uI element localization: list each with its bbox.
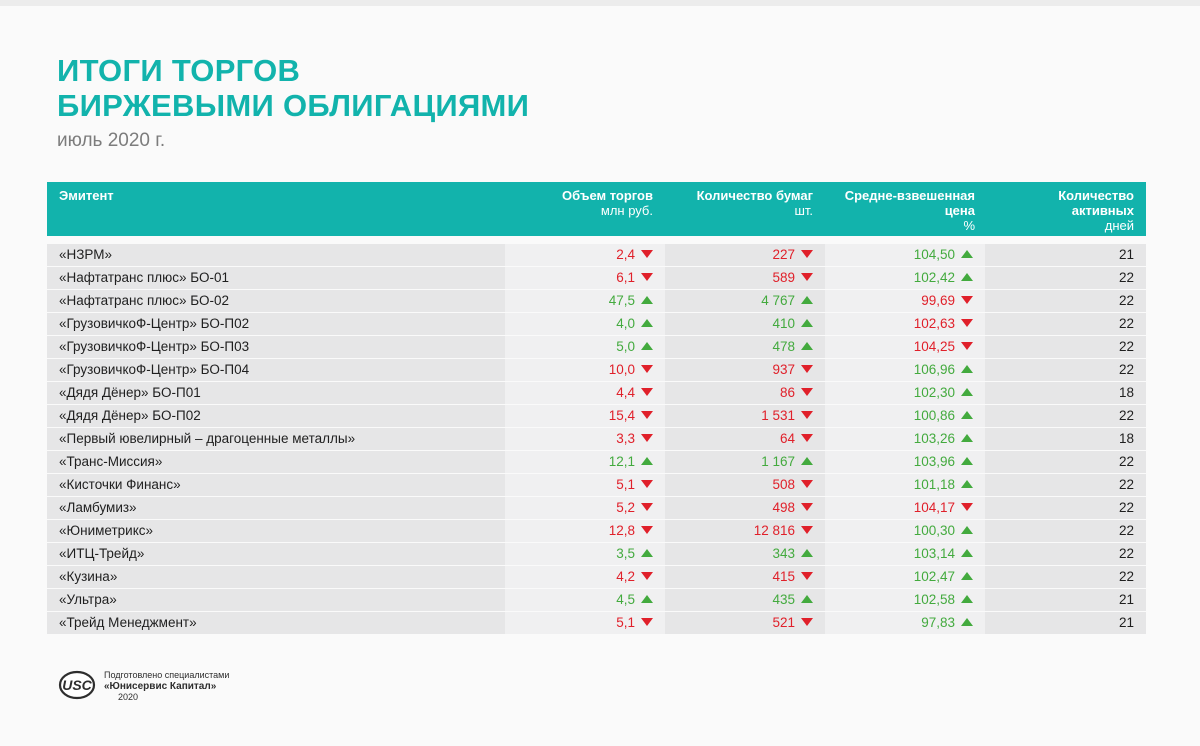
cell-price — [825, 612, 985, 635]
cell-price — [825, 543, 985, 566]
cell-volume — [505, 290, 665, 313]
table-row — [47, 474, 1146, 497]
table-row — [47, 612, 1146, 635]
cell-quantity — [665, 267, 825, 290]
cell-price-value: 106,96 — [913, 362, 955, 377]
cell-quantity-value: 937 — [772, 362, 795, 377]
cell-price — [825, 566, 985, 589]
cell-volume-value: 4,5 — [616, 592, 635, 607]
cell-active-days: 22 — [985, 313, 1146, 336]
triangle-down-icon — [801, 273, 813, 281]
cell-quantity — [665, 428, 825, 451]
bond-trading-table-wrapper — [47, 182, 1146, 635]
triangle-down-icon — [801, 526, 813, 534]
footer-prepared-by: Подготовлено специалистами — [104, 670, 230, 680]
triangle-down-icon — [641, 618, 653, 626]
triangle-up-icon — [961, 572, 973, 580]
cell-price — [825, 290, 985, 313]
triangle-down-icon — [801, 388, 813, 396]
table-row — [47, 451, 1146, 474]
triangle-down-icon — [961, 503, 973, 511]
table-row — [47, 313, 1146, 336]
cell-quantity — [665, 359, 825, 382]
cell-volume-value: 5,1 — [616, 477, 635, 492]
cell-volume-value: 4,4 — [616, 385, 635, 400]
cell-quantity-value: 1 167 — [761, 454, 795, 469]
cell-price — [825, 244, 985, 267]
cell-active-days: 18 — [985, 382, 1146, 405]
cell-volume — [505, 244, 665, 267]
triangle-up-icon — [801, 296, 813, 304]
table-row — [47, 543, 1146, 566]
cell-volume — [505, 405, 665, 428]
cell-issuer: «Нафтатранс плюс» БО-02 — [47, 290, 505, 313]
cell-active-days: 21 — [985, 589, 1146, 612]
table-row — [47, 589, 1146, 612]
cell-price-value: 103,96 — [913, 454, 955, 469]
cell-price — [825, 451, 985, 474]
cell-issuer: «Дядя Дёнер» БО-П01 — [47, 382, 505, 405]
triangle-down-icon — [961, 319, 973, 327]
triangle-down-icon — [961, 342, 973, 350]
triangle-down-icon — [801, 618, 813, 626]
cell-quantity — [665, 566, 825, 589]
report-period: июль 2020 г. — [57, 130, 166, 151]
cell-quantity — [665, 589, 825, 612]
triangle-up-icon — [961, 595, 973, 603]
triangle-down-icon — [641, 480, 653, 488]
triangle-down-icon — [641, 526, 653, 534]
cell-quantity — [665, 543, 825, 566]
cell-volume — [505, 382, 665, 405]
triangle-down-icon — [801, 411, 813, 419]
cell-volume-value: 4,0 — [616, 316, 635, 331]
cell-quantity-value: 227 — [772, 247, 795, 262]
cell-issuer: «ГрузовичкоФ-Центр» БО-П04 — [47, 359, 505, 382]
cell-active-days: 22 — [985, 267, 1146, 290]
cell-quantity — [665, 336, 825, 359]
cell-issuer: «Юниметрикс» — [47, 520, 505, 543]
cell-volume — [505, 566, 665, 589]
table-row — [47, 382, 1146, 405]
table-body — [47, 244, 1146, 635]
triangle-down-icon — [641, 572, 653, 580]
cell-active-days: 22 — [985, 359, 1146, 382]
triangle-up-icon — [961, 273, 973, 281]
cell-issuer: «Кузина» — [47, 566, 505, 589]
triangle-up-icon — [961, 388, 973, 396]
cell-active-days: 18 — [985, 428, 1146, 451]
triangle-down-icon — [641, 250, 653, 258]
cell-issuer: «ИТЦ-Трейд» — [47, 543, 505, 566]
cell-active-days: 22 — [985, 451, 1146, 474]
triangle-up-icon — [801, 319, 813, 327]
cell-quantity-value: 435 — [772, 592, 795, 607]
cell-volume — [505, 267, 665, 290]
cell-quantity-value: 589 — [772, 270, 795, 285]
triangle-up-icon — [961, 457, 973, 465]
cell-issuer: «Дядя Дёнер» БО-П02 — [47, 405, 505, 428]
triangle-down-icon — [801, 480, 813, 488]
cell-volume-value: 5,1 — [616, 615, 635, 630]
cell-quantity-value: 1 531 — [761, 408, 795, 423]
triangle-down-icon — [641, 388, 653, 396]
table-row — [47, 405, 1146, 428]
triangle-down-icon — [641, 503, 653, 511]
cell-volume — [505, 543, 665, 566]
cell-quantity-value: 4 767 — [761, 293, 795, 308]
cell-price — [825, 313, 985, 336]
cell-quantity — [665, 244, 825, 267]
cell-price-value: 100,30 — [913, 523, 955, 538]
cell-active-days: 21 — [985, 612, 1146, 635]
cell-quantity-value: 508 — [772, 477, 795, 492]
cell-volume-value: 5,0 — [616, 339, 635, 354]
cell-price — [825, 359, 985, 382]
triangle-up-icon — [961, 365, 973, 373]
triangle-down-icon — [801, 503, 813, 511]
cell-price-value: 102,58 — [913, 592, 955, 607]
cell-active-days: 22 — [985, 405, 1146, 428]
cell-volume-value: 4,2 — [616, 569, 635, 584]
header-active-days-unit: дней — [1104, 218, 1134, 233]
header-price — [825, 182, 985, 236]
triangle-down-icon — [641, 365, 653, 373]
header-volume-title: Объем торгов — [562, 188, 653, 203]
table-row — [47, 566, 1146, 589]
cell-price — [825, 382, 985, 405]
page-title-line-2: БИРЖЕВЫМИ ОБЛИГАЦИЯМИ — [57, 88, 530, 123]
table-row — [47, 359, 1146, 382]
cell-quantity-value: 86 — [779, 385, 795, 400]
triangle-up-icon — [801, 342, 813, 350]
cell-price-value: 102,42 — [913, 270, 955, 285]
cell-price — [825, 405, 985, 428]
bond-trading-table — [47, 182, 1146, 635]
cell-quantity — [665, 290, 825, 313]
cell-quantity — [665, 405, 825, 428]
cell-issuer: «Трейд Менеджмент» — [47, 612, 505, 635]
table-row — [47, 520, 1146, 543]
cell-volume-value: 3,3 — [616, 431, 635, 446]
cell-price-value: 100,86 — [913, 408, 955, 423]
cell-quantity-value: 12 816 — [753, 523, 795, 538]
cell-quantity-value: 410 — [772, 316, 795, 331]
cell-price — [825, 336, 985, 359]
cell-quantity-value: 64 — [779, 431, 795, 446]
triangle-up-icon — [801, 549, 813, 557]
cell-price — [825, 474, 985, 497]
cell-volume — [505, 359, 665, 382]
cell-volume-value: 5,2 — [616, 500, 635, 515]
cell-price-value: 104,50 — [913, 247, 955, 262]
cell-volume-value: 15,4 — [608, 408, 635, 423]
table-header-row — [47, 182, 1146, 236]
cell-issuer: «ГрузовичкоФ-Центр» БО-П03 — [47, 336, 505, 359]
cell-active-days: 22 — [985, 497, 1146, 520]
table-row — [47, 336, 1146, 359]
cell-volume — [505, 520, 665, 543]
triangle-down-icon — [801, 250, 813, 258]
header-quantity-title: Количество бумаг — [696, 188, 813, 203]
triangle-up-icon — [641, 595, 653, 603]
cell-price-value: 102,30 — [913, 385, 955, 400]
cell-quantity — [665, 382, 825, 405]
cell-quantity — [665, 451, 825, 474]
triangle-up-icon — [961, 618, 973, 626]
cell-quantity-value: 343 — [772, 546, 795, 561]
header-issuer — [47, 182, 505, 236]
header-spacer — [47, 236, 1146, 244]
header-active-days-title: Количество активных — [1058, 188, 1134, 218]
table-row — [47, 290, 1146, 313]
triangle-up-icon — [641, 549, 653, 557]
table-row — [47, 244, 1146, 267]
cell-volume-value: 12,1 — [608, 454, 635, 469]
table-row — [47, 267, 1146, 290]
cell-volume — [505, 497, 665, 520]
cell-quantity — [665, 520, 825, 543]
header-volume-unit: млн руб. — [600, 203, 653, 218]
cell-price-value: 97,83 — [921, 615, 955, 630]
cell-volume-value: 2,4 — [616, 247, 635, 262]
cell-price-value: 104,25 — [913, 339, 955, 354]
cell-volume — [505, 474, 665, 497]
cell-issuer: «ГрузовичкоФ-Центр» БО-П02 — [47, 313, 505, 336]
table-row — [47, 428, 1146, 451]
cell-active-days: 22 — [985, 474, 1146, 497]
cell-volume-value: 12,8 — [608, 523, 635, 538]
cell-quantity-value: 498 — [772, 500, 795, 515]
triangle-up-icon — [641, 296, 653, 304]
triangle-down-icon — [641, 434, 653, 442]
triangle-down-icon — [801, 365, 813, 373]
footer-year: 2020 — [118, 692, 139, 702]
cell-price — [825, 428, 985, 451]
header-quantity — [665, 182, 825, 236]
cell-price-value: 104,17 — [913, 500, 955, 515]
cell-volume — [505, 589, 665, 612]
triangle-up-icon — [801, 595, 813, 603]
cell-price-value: 102,63 — [913, 316, 955, 331]
header-active-days — [985, 182, 1146, 236]
header-price-unit: % — [963, 218, 975, 233]
cell-volume — [505, 313, 665, 336]
cell-volume — [505, 428, 665, 451]
cell-volume-value: 10,0 — [608, 362, 635, 377]
triangle-up-icon — [961, 411, 973, 419]
cell-volume — [505, 612, 665, 635]
cell-price — [825, 497, 985, 520]
triangle-up-icon — [641, 319, 653, 327]
cell-issuer: «Нафтатранс плюс» БО-01 — [47, 267, 505, 290]
triangle-down-icon — [801, 572, 813, 580]
cell-price-value: 103,14 — [913, 546, 955, 561]
cell-quantity — [665, 313, 825, 336]
cell-price-value: 99,69 — [921, 293, 955, 308]
triangle-down-icon — [961, 296, 973, 304]
cell-volume-value: 3,5 — [616, 546, 635, 561]
cell-price-value: 102,47 — [913, 569, 955, 584]
cell-issuer: «Транс-Миссия» — [47, 451, 505, 474]
triangle-up-icon — [641, 342, 653, 350]
cell-volume-value: 6,1 — [616, 270, 635, 285]
cell-issuer: «Ламбумиз» — [47, 497, 505, 520]
cell-volume — [505, 451, 665, 474]
page-title-line-1: ИТОГИ ТОРГОВ — [57, 53, 301, 88]
usc-logo — [58, 670, 96, 700]
triangle-up-icon — [801, 457, 813, 465]
cell-quantity — [665, 474, 825, 497]
cell-active-days: 22 — [985, 290, 1146, 313]
cell-issuer: «Кисточки Финанс» — [47, 474, 505, 497]
cell-price — [825, 267, 985, 290]
cell-volume — [505, 336, 665, 359]
cell-price — [825, 589, 985, 612]
cell-price-value: 103,26 — [913, 431, 955, 446]
cell-quantity — [665, 612, 825, 635]
cell-price — [825, 520, 985, 543]
cell-active-days: 22 — [985, 520, 1146, 543]
cell-price-value: 101,18 — [913, 477, 955, 492]
triangle-up-icon — [961, 250, 973, 258]
triangle-up-icon — [961, 549, 973, 557]
triangle-up-icon — [961, 434, 973, 442]
header-issuer-title: Эмитент — [59, 188, 114, 203]
triangle-down-icon — [801, 434, 813, 442]
cell-issuer: «НЗРМ» — [47, 244, 505, 267]
cell-active-days: 22 — [985, 336, 1146, 359]
footer-credits — [104, 670, 324, 703]
page-title — [57, 53, 529, 123]
cell-quantity-value: 478 — [772, 339, 795, 354]
header-quantity-unit: шт. — [794, 203, 813, 218]
cell-quantity — [665, 497, 825, 520]
header-volume — [505, 182, 665, 236]
cell-active-days: 22 — [985, 566, 1146, 589]
header-price-title: Средне-взвешенная цена — [844, 188, 975, 218]
cell-issuer: «Ультра» — [47, 589, 505, 612]
cell-active-days: 21 — [985, 244, 1146, 267]
triangle-up-icon — [961, 480, 973, 488]
triangle-up-icon — [961, 526, 973, 534]
table-row — [47, 497, 1146, 520]
footer-company: «Юнисервис Капитал» — [104, 681, 217, 692]
cell-quantity-value: 415 — [772, 569, 795, 584]
triangle-down-icon — [641, 273, 653, 281]
cell-issuer: «Первый ювелирный – драгоценные металлы» — [47, 428, 505, 451]
cell-volume-value: 47,5 — [608, 293, 635, 308]
cell-quantity-value: 521 — [772, 615, 795, 630]
cell-active-days: 22 — [985, 543, 1146, 566]
report-page — [0, 6, 1200, 746]
logo-lettering: USC — [62, 677, 92, 693]
triangle-down-icon — [641, 411, 653, 419]
triangle-up-icon — [641, 457, 653, 465]
